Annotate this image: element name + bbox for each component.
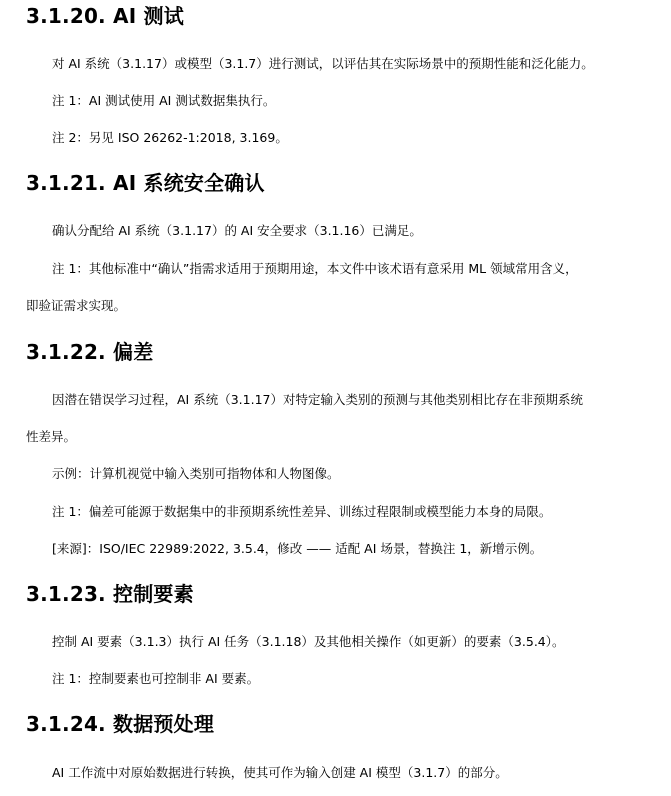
note-text: 注 2：另见 ISO 26262-1:2018, 3.169。 (52, 130, 288, 145)
note-text-continuation: 即验证需求实现。 (26, 298, 127, 313)
note-text: 注 1：AI 测试使用 AI 测试数据集执行。 (52, 93, 276, 108)
note-text: 注 1：偏差可能源于数据集中的非预期系统性差异、训练过程限制或模型能力本身的局限。 (52, 504, 552, 519)
section-heading-3-1-22: 3.1.22. 偏差 (26, 340, 154, 364)
section-heading-3-1-24: 3.1.24. 数据预处理 (26, 712, 215, 736)
section-heading-3-1-23: 3.1.23. 控制要素 (26, 582, 194, 606)
definition-text-continuation: 性差异。 (26, 429, 77, 444)
definition-text: 确认分配给 AI 系统（3.1.17）的 AI 安全要求（3.1.16）已满足。 (52, 223, 422, 238)
definition-text: AI 工作流中对原始数据进行转换，使其可作为输入创建 AI 模型（3.1.7）的部分。 (52, 765, 508, 780)
note-text: 注 1：控制要素也可控制非 AI 要素。 (52, 671, 260, 686)
example-text: 示例：计算机视觉中输入类别可指物体和人物图像。 (52, 466, 340, 481)
definition-text: 因潜在错误学习过程，AI 系统（3.1.17）对特定输入类别的预测与其他类别相比存在非预期系统 (52, 392, 583, 407)
definition-text: 控制 AI 要素（3.1.3）执行 AI 任务（3.1.18）及其他相关操作（如更新）的要素（3.5.4）。 (52, 634, 565, 649)
source-text: [来源]：ISO/IEC 22989:2022, 3.5.4，修改 —— 适配 AI 场景，替换注 1，新增示例。 (52, 541, 543, 556)
definition-text: 对 AI 系统（3.1.17）或模型（3.1.7）进行测试，以评估其在实际场景中的预期性能和泛化能力。 (52, 56, 594, 71)
section-heading-3-1-20: 3.1.20. AI 测试 (26, 4, 184, 28)
section-heading-3-1-21: 3.1.21. AI 系统安全确认 (26, 171, 265, 195)
note-text: 注 1：其他标准中“确认”指需求适用于预期用途，本文件中该术语有意采用 ML 领域常用含义， (52, 261, 578, 276)
